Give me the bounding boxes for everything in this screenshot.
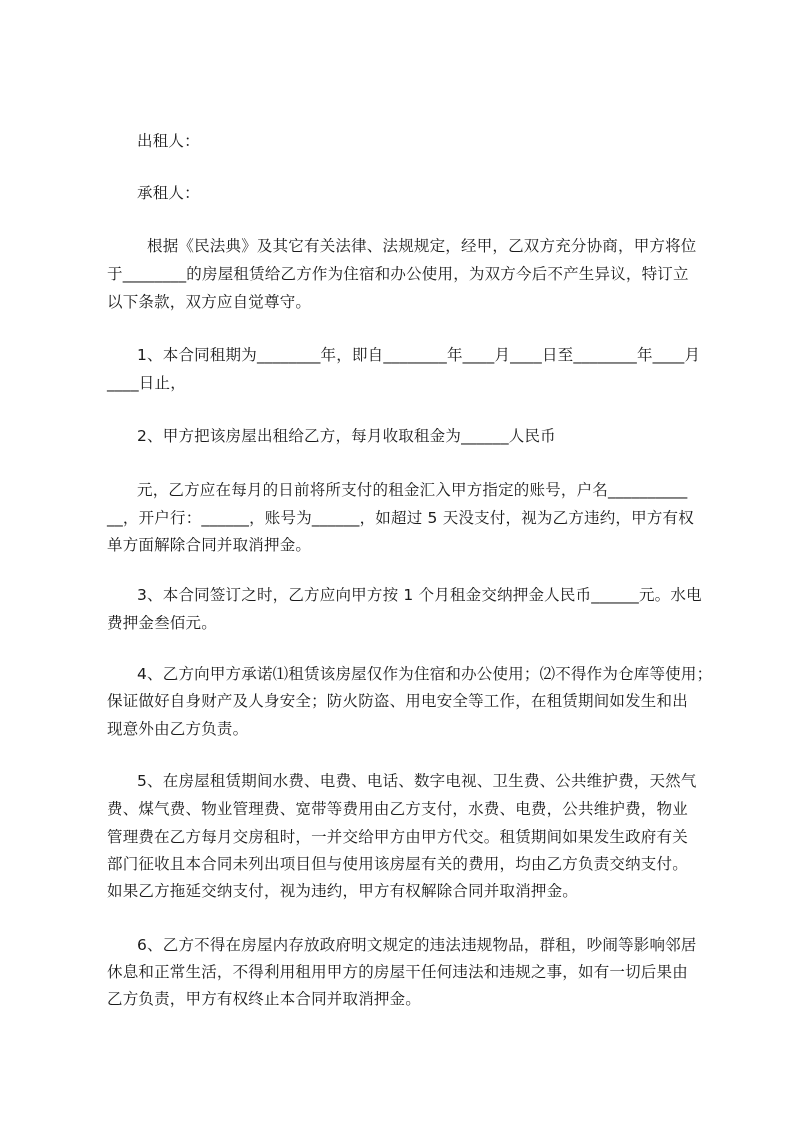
clause-3-line: 费押金叁佰元。: [107, 614, 217, 632]
clause-2-line: 元，乙方应在每月的日前将所支付的租金汇入甲方指定的账号，户名__________: [137, 481, 688, 499]
clause-4-line: 现意外由乙方负责。: [107, 720, 249, 738]
clause-1-line: ____日止，: [107, 374, 186, 392]
clause-4-line: 保证做好自身财产及人身安全；防火防盗、用电安全等工作，在租赁期间如发生和出: [107, 692, 688, 710]
preamble-line: 以下条款，双方应自觉尊守。: [107, 293, 312, 311]
clause-4-line: 4、乙方向甲方承诺⑴租赁该房屋仅作为住宿和办公使用；⑵不得作为仓库等使用；: [137, 665, 713, 683]
lessee-label: 承租人：: [137, 184, 200, 202]
clause-2-line: __，开户行：______，账号为______，如超过 5 天没支付，视为乙方违约，甲方有权: [107, 509, 694, 527]
lessor-label: 出租人：: [137, 132, 200, 150]
clause-6-line: 休息和正常生活，不得利用租用甲方的房屋干任何违法和违规之事，如有一切后果由: [107, 963, 688, 981]
clause-6-line: 6、乙方不得在房屋内存放政府明文规定的违法违规物品，群租，吵闹等影响邻居: [137, 936, 697, 954]
clause-6-line: 乙方负责，甲方有权终止本合同并取消押金。: [107, 990, 422, 1008]
clause-5-line: 如果乙方拖延交纳支付，视为违约，甲方有权解除合同并取消押金。: [107, 882, 579, 900]
clause-5-line: 费、煤气费、物业管理费、宽带等费用由乙方支付，水费、电费，公共维护费，物业: [107, 800, 688, 818]
clause-2-intro: 2、甲方把该房屋出租给乙方，每月收取租金为______人民币: [137, 427, 556, 445]
clause-5-line: 5、在房屋租赁期间水费、电费、电话、数字电视、卫生费、公共维护费，天然气: [137, 772, 697, 790]
clause-1-line: 1、本合同租期为________年，即自________年____月____日至________年____月: [137, 346, 701, 364]
clause-2-line: 单方面解除合同并取消押金。: [107, 536, 312, 554]
preamble-line: 根据《民法典》及其它有关法律、法规规定，经甲，乙双方充分协商，甲方将位: [147, 237, 697, 255]
preamble-line: 于________的房屋租赁给乙方作为住宿和办公使用，为双方今后不产生异议，特订立: [107, 265, 689, 283]
clause-3-line: 3、本合同签订之时，乙方应向甲方按 1 个月租金交纳押金人民币______元。水电: [137, 586, 702, 604]
clause-5-line: 部门征收且本合同未列出项目但与使用该房屋有关的费用，均由乙方负责交纳支付。: [107, 855, 688, 873]
clause-5-line: 管理费在乙方每月交房租时，一并交给甲方由甲方代交。租赁期间如果发生政府有关: [107, 828, 688, 846]
